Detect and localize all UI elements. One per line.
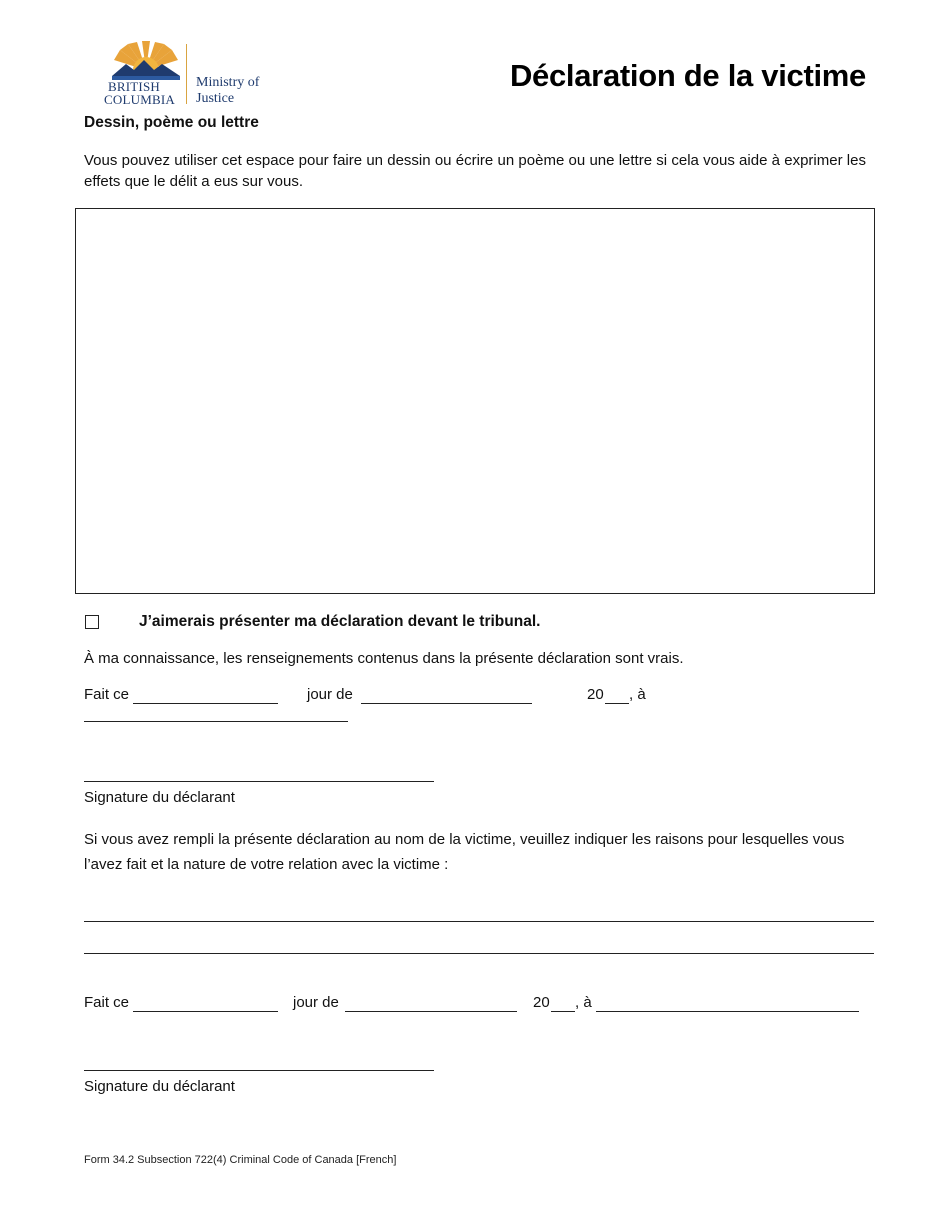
signature-label: Signature du déclarant: [84, 789, 235, 806]
signature-label: Signature du déclarant: [84, 1078, 235, 1095]
fait-ce-label: Fait ce: [84, 686, 130, 703]
month-field[interactable]: [345, 1011, 517, 1012]
year-field[interactable]: [551, 1011, 575, 1012]
year-field[interactable]: [605, 703, 629, 704]
province-name-line2: COLUMBIA: [104, 92, 175, 107]
day-field[interactable]: [133, 703, 278, 704]
place-field[interactable]: [84, 721, 348, 722]
knowledge-statement: À ma connaissance, les renseignements contenus dans la présente déclaration sont vrais.: [84, 650, 684, 667]
logo-divider: [186, 44, 187, 104]
reason-line-1[interactable]: [84, 921, 874, 922]
section-subtitle: Dessin, poème ou lettre: [84, 114, 259, 131]
signature-line[interactable]: [84, 1070, 434, 1071]
place-field[interactable]: [596, 1011, 859, 1012]
court-presentation-checkbox[interactable]: [85, 615, 99, 629]
month-field[interactable]: [361, 703, 532, 704]
ministry-name-line2: Justice: [196, 91, 235, 106]
signature-line[interactable]: [84, 781, 434, 782]
reason-prompt: Si vous avez rempli la présente déclaration au nom de la victime, veuillez indiquer les raisons pour lesquelles vous l’avez fait et la nature de votre relation avec la victime :: [84, 831, 845, 873]
year-prefix: 20: [587, 686, 604, 703]
jour-de-label: jour de: [293, 994, 339, 1011]
province-name-line1: BRITISH: [108, 79, 160, 94]
year-prefix: 20: [533, 994, 550, 1011]
page-title: Déclaration de la victime: [509, 58, 866, 93]
drawing-area[interactable]: [75, 208, 875, 594]
a-label: , à: [629, 686, 646, 703]
intro-paragraph: Vous pouvez utiliser cet espace pour faire un dessin ou écrire un poème ou une lettre si cela vous aide à exprimer les effets que le délit a eus sur vous.: [84, 152, 866, 190]
a-label: , à: [575, 994, 592, 1011]
bc-sun-mountain-icon: [104, 40, 188, 80]
jour-de-label: jour de: [307, 686, 353, 703]
fait-ce-label: Fait ce: [84, 994, 130, 1011]
ministry-name-line1: Ministry of: [196, 75, 260, 90]
court-presentation-label: J’aimerais présenter ma déclaration devant le tribunal.: [139, 613, 541, 630]
day-field[interactable]: [133, 1011, 278, 1012]
form-footer: Form 34.2 Subsection 722(4) Criminal Code of Canada [French]: [84, 1154, 397, 1166]
reason-line-2[interactable]: [84, 953, 874, 954]
